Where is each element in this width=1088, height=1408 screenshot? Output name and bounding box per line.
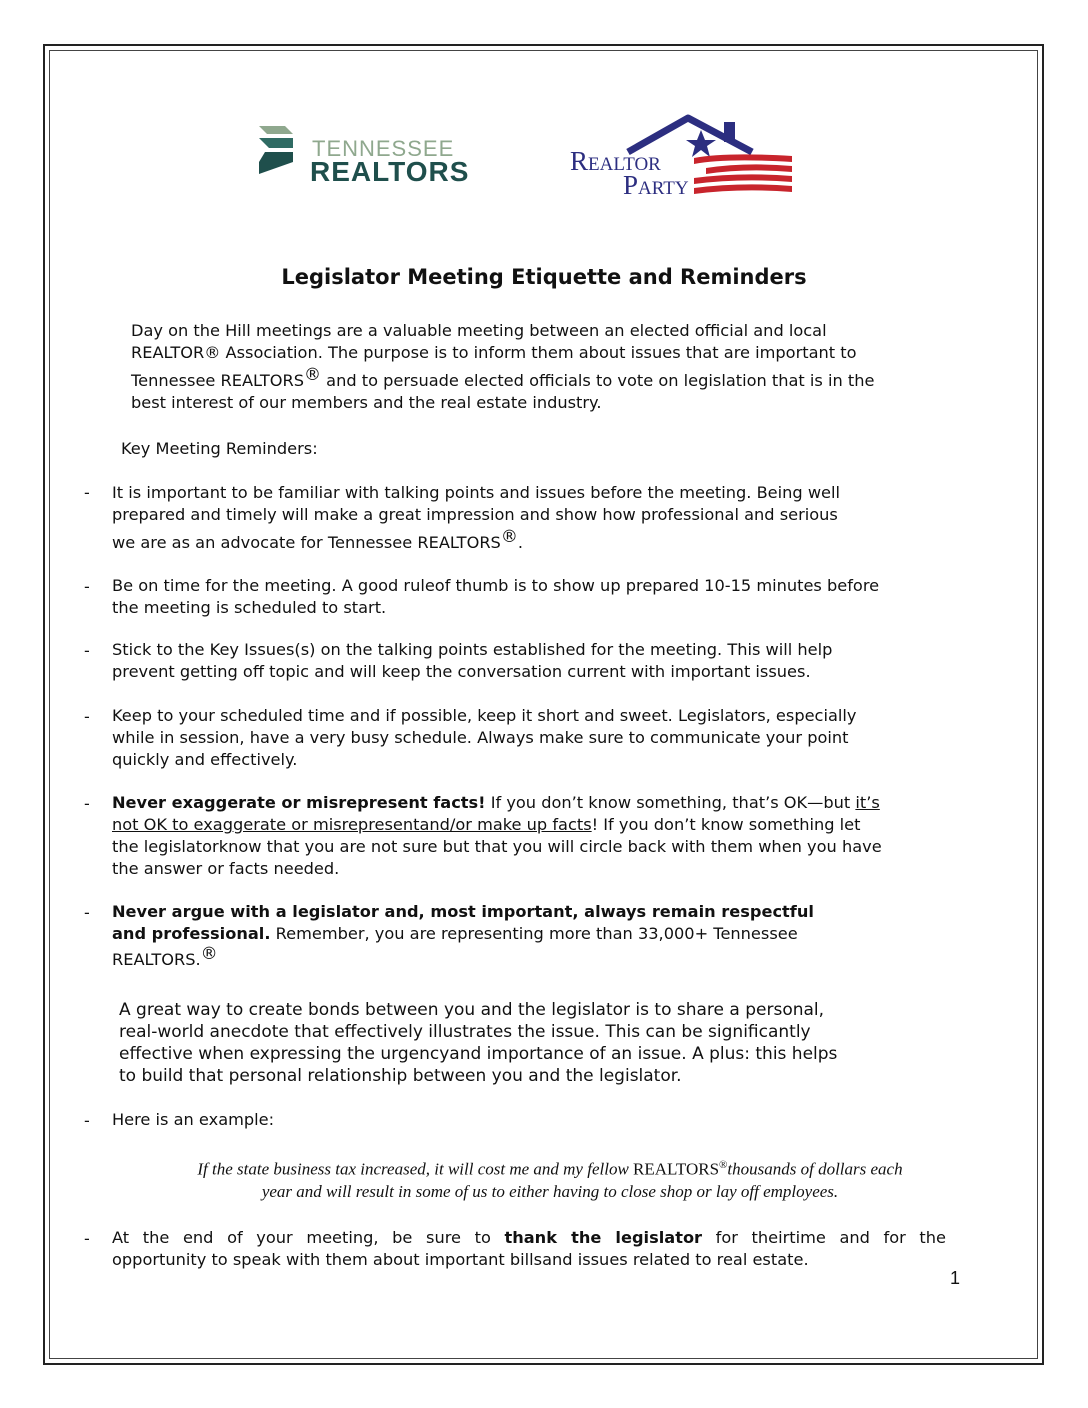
bullet-thank-legislator: At the end of your meeting, be sure to thank the legislator for theirtime and for the opportunity to speak with them about important billsand issues related to real estate. [112,1228,946,1269]
realtor-party-logo [566,112,796,198]
bullet-marker: - [84,707,90,726]
bullet-never-argue: Never argue with a legislator and, most important, always remain respectful and professional. Remember, you are representing more than 33,000+ Tennessee REALTORS.® [112,902,814,969]
page-number: 1 [950,1268,961,1288]
bullet-marker: - [84,641,90,660]
logo-realtors-text: REALTORS [310,156,470,187]
intro-line: Tennessee REALTORS® and to persuade elected officials to vote on legislation that is in the [131,365,875,390]
key-reminders-heading: Key Meeting Reminders: [121,439,318,458]
intro-line: Day on the Hill meetings are a valuable meeting between an elected official and local [131,321,827,340]
tennessee-realtors-mark-icon [255,122,301,178]
bullet-marker: - [84,903,90,922]
bullet-never-exaggerate: Never exaggerate or misrepresent facts! If you don’t know something, that’s OK—but it’s not OK to exaggerate or misrepresentand/or make up facts! If you don’t know something let the legislatorknow that you are not sure but that you will circle back with them when you have the answer or facts needed. [112,793,882,878]
bullet-marker: - [84,1111,90,1130]
bullet-on-time: Be on time for the meeting. A good ruleof thumb is to show up prepared 10-15 minutes before the meeting is scheduled to start. [112,576,880,617]
bullet-marker: - [84,483,90,502]
example-quote: If the state business tax increased, it will cost me and my fellow REALTORS®thousands of dollars each year and will result in some of us to either having to close shop or lay off employees. [197,1159,903,1201]
tennessee-realtors-logo [255,120,470,187]
intro-line: REALTOR® Association. The purpose is to inform them about issues that are important to [131,343,857,362]
intro-paragraph [131,320,971,414]
logo-realtor-text: Realtor [570,146,661,176]
bullet-marker: - [84,794,90,813]
bullet-key-issues: Stick to the Key Issues(s) on the talking points established for the meeting. This will help prevent getting off topic and will keep the conversation current with important issues. [112,640,833,681]
page-title: Legislator Meeting Etiquette and Reminders [281,265,807,289]
bullet-familiar: It is important to be familiar with talking points and issues before the meeting. Being well prepared and timely will make a great impression and show how professional and serious we are as an advocate for Tennessee REALTORS®. [112,483,841,552]
anecdote-paragraph: A great way to create bonds between you and the legislator is to share a personal, real-world anecdote that effectively illustrates the issue. This can be significantly effective when expressing the urgencyand importance of an issue. A plus: this helps to build that personal relationship between you and the legislator. [119,1000,838,1086]
bullet-example-intro: Here is an example: [112,1110,275,1129]
bullet-scheduled-time: Keep to your scheduled time and if possible, keep it short and sweet. Legislators, especially while in session, have a very busy schedule. Always make sure to communicate your point quickly and effectively. [112,706,857,769]
intro-line: best interest of our members and the real estate industry. [131,393,602,412]
logo-tennessee-text: TENNESSEE [312,136,455,161]
bullet-marker: - [84,1229,90,1248]
logo-party-text: Party [623,170,689,200]
bullet-marker: - [84,577,90,596]
